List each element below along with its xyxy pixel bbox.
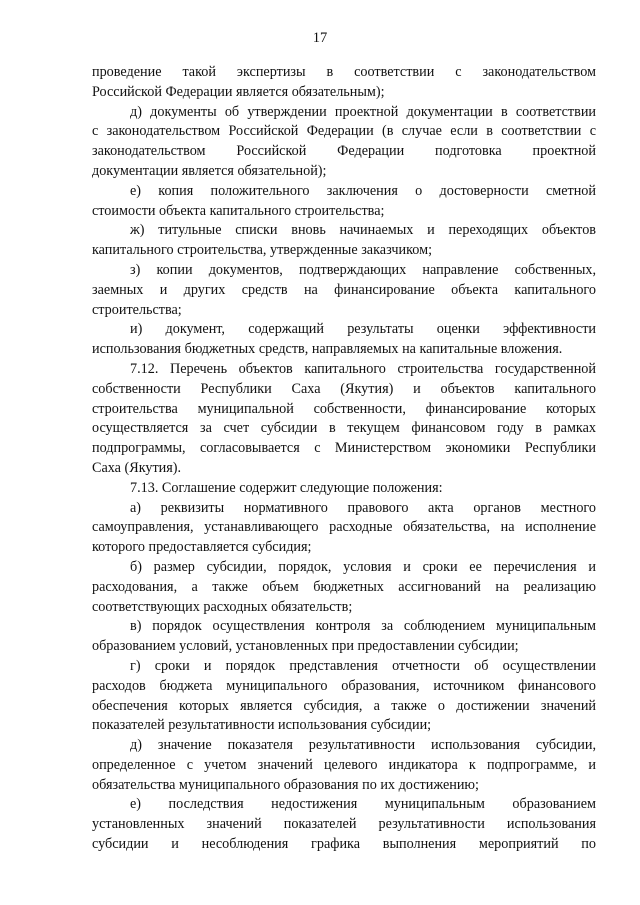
text-line: е) последствия недостижения муниципальным образованием — [130, 796, 596, 813]
text-line: ж) титульные списки вновь начинаемых и переходящих объектов — [130, 222, 596, 239]
text-line: 7.12. Перечень объектов капитального строительства государственной — [130, 360, 596, 377]
text-line: д) документы об утверждении проектной документации в соответствии — [130, 103, 596, 120]
document-body — [92, 63, 596, 855]
text-line: капитального строительства, утвержденные заказчиком; — [92, 242, 433, 259]
text-line: расходования, а также объем бюджетных ассигнований на реализацию — [92, 578, 596, 595]
text-line: а) реквизиты нормативного правового акта органов местного — [130, 499, 596, 516]
text-line: законодательством Российской Федерации подготовка проектной — [92, 143, 596, 160]
text-line: с законодательством Российской Федерации (в случае если в соответствии с — [92, 123, 596, 140]
text-line: субсидии и несоблюдения графика выполнения мероприятий по — [92, 836, 596, 853]
text-line: обязательства муниципального образования по их достижению; — [92, 776, 479, 793]
text-line: обеспечения которых является субсидия, а также о достижении значений — [92, 697, 596, 714]
text-line: документации является обязательной); — [92, 162, 327, 179]
text-line: Российской Федерации является обязательным); — [92, 83, 385, 100]
text-line: в) порядок осуществления контроля за соблюдением муниципальным — [130, 618, 596, 635]
text-line: стоимости объекта капитального строительства; — [92, 202, 385, 219]
text-line: е) копия положительного заключения о достоверности сметной — [130, 182, 596, 199]
page-number: 17 — [312, 30, 328, 46]
text-line: расходов бюджета муниципального образования, источником финансового — [92, 677, 596, 694]
text-line: Саха (Якутия). — [92, 459, 182, 476]
text-line: определенное с учетом значений целевого индикатора к подпрограмме, и — [92, 756, 596, 773]
text-line: соответствующих расходных обязательств; — [92, 598, 353, 615]
text-line: использования бюджетных средств, направляемых на капитальные вложения. — [92, 341, 563, 358]
text-line: строительства муниципальной собственности, финансирование которых — [92, 400, 596, 417]
text-line: заемных и других средств на финансирование объекта капитального — [92, 281, 596, 298]
text-line: образованием условий, установленных при предоставлении субсидии; — [92, 638, 519, 655]
text-line: проведение такой экспертизы в соответствии с законодательством — [92, 64, 596, 80]
text-line: подпрограммы, согласовывается с Министерством экономики Республики — [92, 440, 596, 457]
text-line: д) значение показателя результативности использования субсидии, — [130, 737, 596, 754]
text-line: з) копии документов, подтверждающих направление собственных, — [130, 261, 596, 278]
text-line: которого предоставляется субсидия; — [92, 539, 312, 556]
text-line: показателей результативности использования субсидии; — [92, 717, 432, 734]
text-line: самоуправления, устанавливающего расходные обязательства, на исполнение — [92, 519, 596, 536]
text-line: установленных значений показателей результативности использования — [92, 816, 596, 833]
text-line: осуществляется за счет субсидии в текущем финансовом году в рамках — [92, 420, 596, 437]
text-line: собственности Республики Саха (Якутия) и объектов капитального — [92, 380, 596, 397]
text-line: б) размер субсидии, порядок, условия и сроки ее перечисления и — [130, 558, 596, 575]
text-line: 7.13. Соглашение содержит следующие положения: — [130, 479, 443, 496]
text-line: строительства; — [92, 301, 182, 318]
text-line: г) сроки и порядок представления отчетности об осуществлении — [130, 657, 596, 674]
text-line: и) документ, содержащий результаты оценки эффективности — [130, 321, 596, 338]
